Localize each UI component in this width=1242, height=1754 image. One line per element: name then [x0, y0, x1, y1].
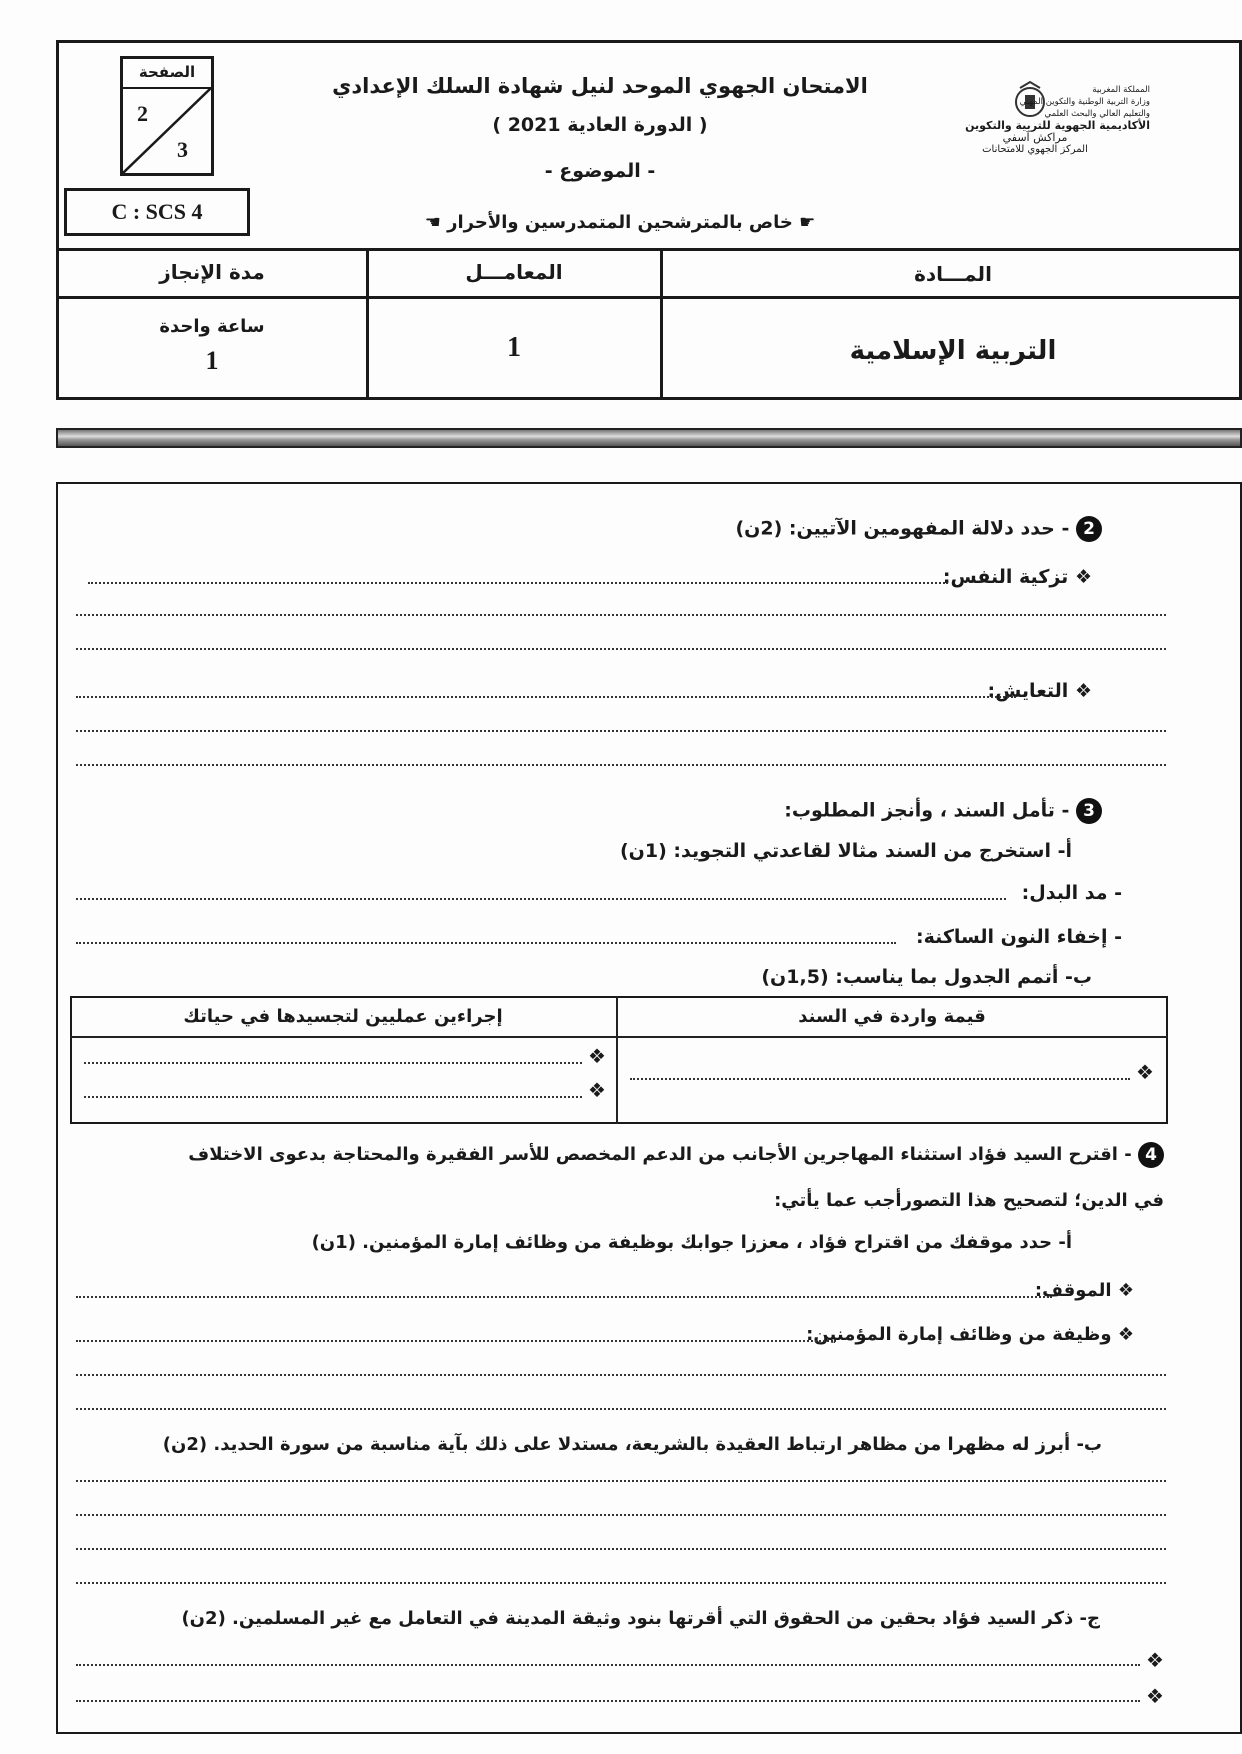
answer-line — [76, 696, 1016, 698]
answer-line — [76, 1514, 1166, 1516]
q4-c: ج- ذكر السيد فؤاد بحقين من الحقوق التي أقرتها بنود وثيقة المدينة في التعامل مع غير المسلمين. (2ن) — [181, 1608, 1100, 1629]
subject-label: - الموضوع - — [544, 160, 656, 182]
answer-line — [76, 1408, 1166, 1410]
q3-a: أ- استخرج من السند مثالا لقاعدتي التجويد: (1ن) — [619, 840, 1072, 862]
candidates-line: ☛ خاص بالمترشحين المتمدرسين والأحرار ☚ — [424, 212, 816, 233]
answer-line — [84, 1096, 582, 1098]
bullet-icon: ❖ — [1146, 1684, 1164, 1708]
q3-number: 3 — [1076, 798, 1102, 824]
q3-a1: - مد البدل: — [1021, 882, 1122, 904]
ministry-logo — [920, 80, 1150, 200]
q2-number: 2 — [1076, 516, 1102, 542]
answer-line — [76, 898, 1006, 900]
q4-a2: ❖ وظيفة من وظائف إمارة المؤمنين: — [806, 1324, 1134, 1345]
answer-line — [76, 730, 1166, 732]
bullet-icon: ❖ — [1074, 566, 1092, 588]
answer-line — [76, 764, 1166, 766]
bullet-icon: ❖ — [1136, 1060, 1154, 1084]
bullet-icon: ❖ — [1146, 1648, 1164, 1672]
bullet-icon: ❖ — [1117, 1280, 1134, 1301]
answer-line — [76, 942, 896, 944]
answer-line — [76, 1548, 1166, 1550]
q3-prompt: - تأمل السند ، وأنجز المطلوب: — [784, 799, 1070, 822]
values-table-col2: إجراءين عمليين لتجسيدها في حياتك — [183, 1006, 503, 1027]
separator-bar — [56, 428, 1242, 448]
answer-line — [76, 1582, 1166, 1584]
answer-line — [76, 614, 1166, 616]
q3-b: ب- أتمم الجدول بما يناسب: (1,5ن) — [761, 966, 1092, 988]
duration-value: 1 — [205, 346, 219, 375]
answer-line — [88, 582, 948, 584]
q4-prompt-line1: - اقترح السيد فؤاد استثناء المهاجرين الأجانب من الدعم المخصص للأسر الفقيرة والمحتاجة بدعوى الاختلاف — [188, 1144, 1132, 1165]
values-table-col1: قيمة واردة في السند — [798, 1006, 986, 1027]
info-table-top-line — [56, 248, 1242, 251]
exam-code: C : SCS 4 — [111, 199, 203, 224]
answer-line — [76, 1296, 1052, 1298]
coef-header: المعامـــل — [465, 260, 563, 284]
hand-icon: ☚ — [424, 212, 441, 233]
q4-number: 4 — [1138, 1142, 1164, 1168]
exam-code-box — [64, 188, 250, 236]
exam-session: ( الدورة العادية 2021 ) — [492, 114, 708, 136]
q4-a1: ❖ الموقف: — [1034, 1280, 1134, 1301]
duration-text: ساعة واحدة — [159, 316, 265, 337]
subject-value: التربية الإسلامية — [849, 336, 1057, 366]
logo-text: المملكة المغربية وزارة التربية الوطنية والتكوين المهني والتعليم العالي والبحث العلمي الأكاديمية الجهوية للتربية والتكوين مراكش آسفي المركز الجهوي للامتحانات — [965, 85, 1150, 155]
values-table-header-line — [70, 1036, 1168, 1038]
q4-prompt-line2: في الدين؛ لتصحيح هذا التصورأجب عما يأتي: — [774, 1190, 1164, 1211]
q2-prompt: - حدد دلالة المفهومين الآتيين: (2ن) — [735, 517, 1070, 540]
q2-item1: ❖ تزكية النفس: — [942, 566, 1092, 588]
bullet-icon: ❖ — [1117, 1324, 1134, 1345]
q4-a: أ- حدد موقفك من اقتراح فؤاد ، معززا جوابك بوظيفة من وظائف إمارة المؤمنين. (1ن) — [311, 1232, 1072, 1253]
info-table-mid-line — [56, 296, 1242, 299]
bullet-icon: ❖ — [588, 1078, 606, 1102]
subject-header: المـــادة — [914, 262, 992, 286]
page-number: 2 — [137, 101, 148, 126]
page-number-box — [120, 56, 214, 176]
q2-heading — [735, 516, 1102, 542]
answer-line — [76, 1374, 1166, 1376]
answer-line — [630, 1078, 1130, 1080]
answer-line — [76, 648, 1166, 650]
page-box-label: الصفحة — [138, 63, 196, 81]
answer-line — [84, 1062, 582, 1064]
bullet-icon: ❖ — [1074, 680, 1092, 702]
q3-heading — [784, 798, 1102, 824]
q3-a2: - إخفاء النون الساكنة: — [915, 926, 1122, 948]
q4-heading — [188, 1142, 1164, 1168]
answer-line — [76, 1340, 836, 1342]
bullet-icon: ❖ — [588, 1044, 606, 1068]
duration-header: مدة الإنجاز — [159, 260, 265, 284]
page-total: 3 — [177, 137, 188, 162]
coef-value: 1 — [507, 332, 521, 363]
exam-title: الامتحان الجهوي الموحد لنيل شهادة السلك الإعدادي — [332, 74, 868, 98]
hand-icon: ☛ — [799, 212, 816, 233]
q2-item2: ❖ التعايش: — [987, 680, 1092, 702]
answer-line — [76, 1480, 1166, 1482]
q4-b: ب- أبرز له مظهرا من مظاهر ارتباط العقيدة بالشريعة، مستدلا على ذلك بآية مناسبة من سورة الحديد. (2ن) — [162, 1434, 1102, 1455]
answer-line — [76, 1664, 1140, 1666]
answer-line — [76, 1700, 1140, 1702]
